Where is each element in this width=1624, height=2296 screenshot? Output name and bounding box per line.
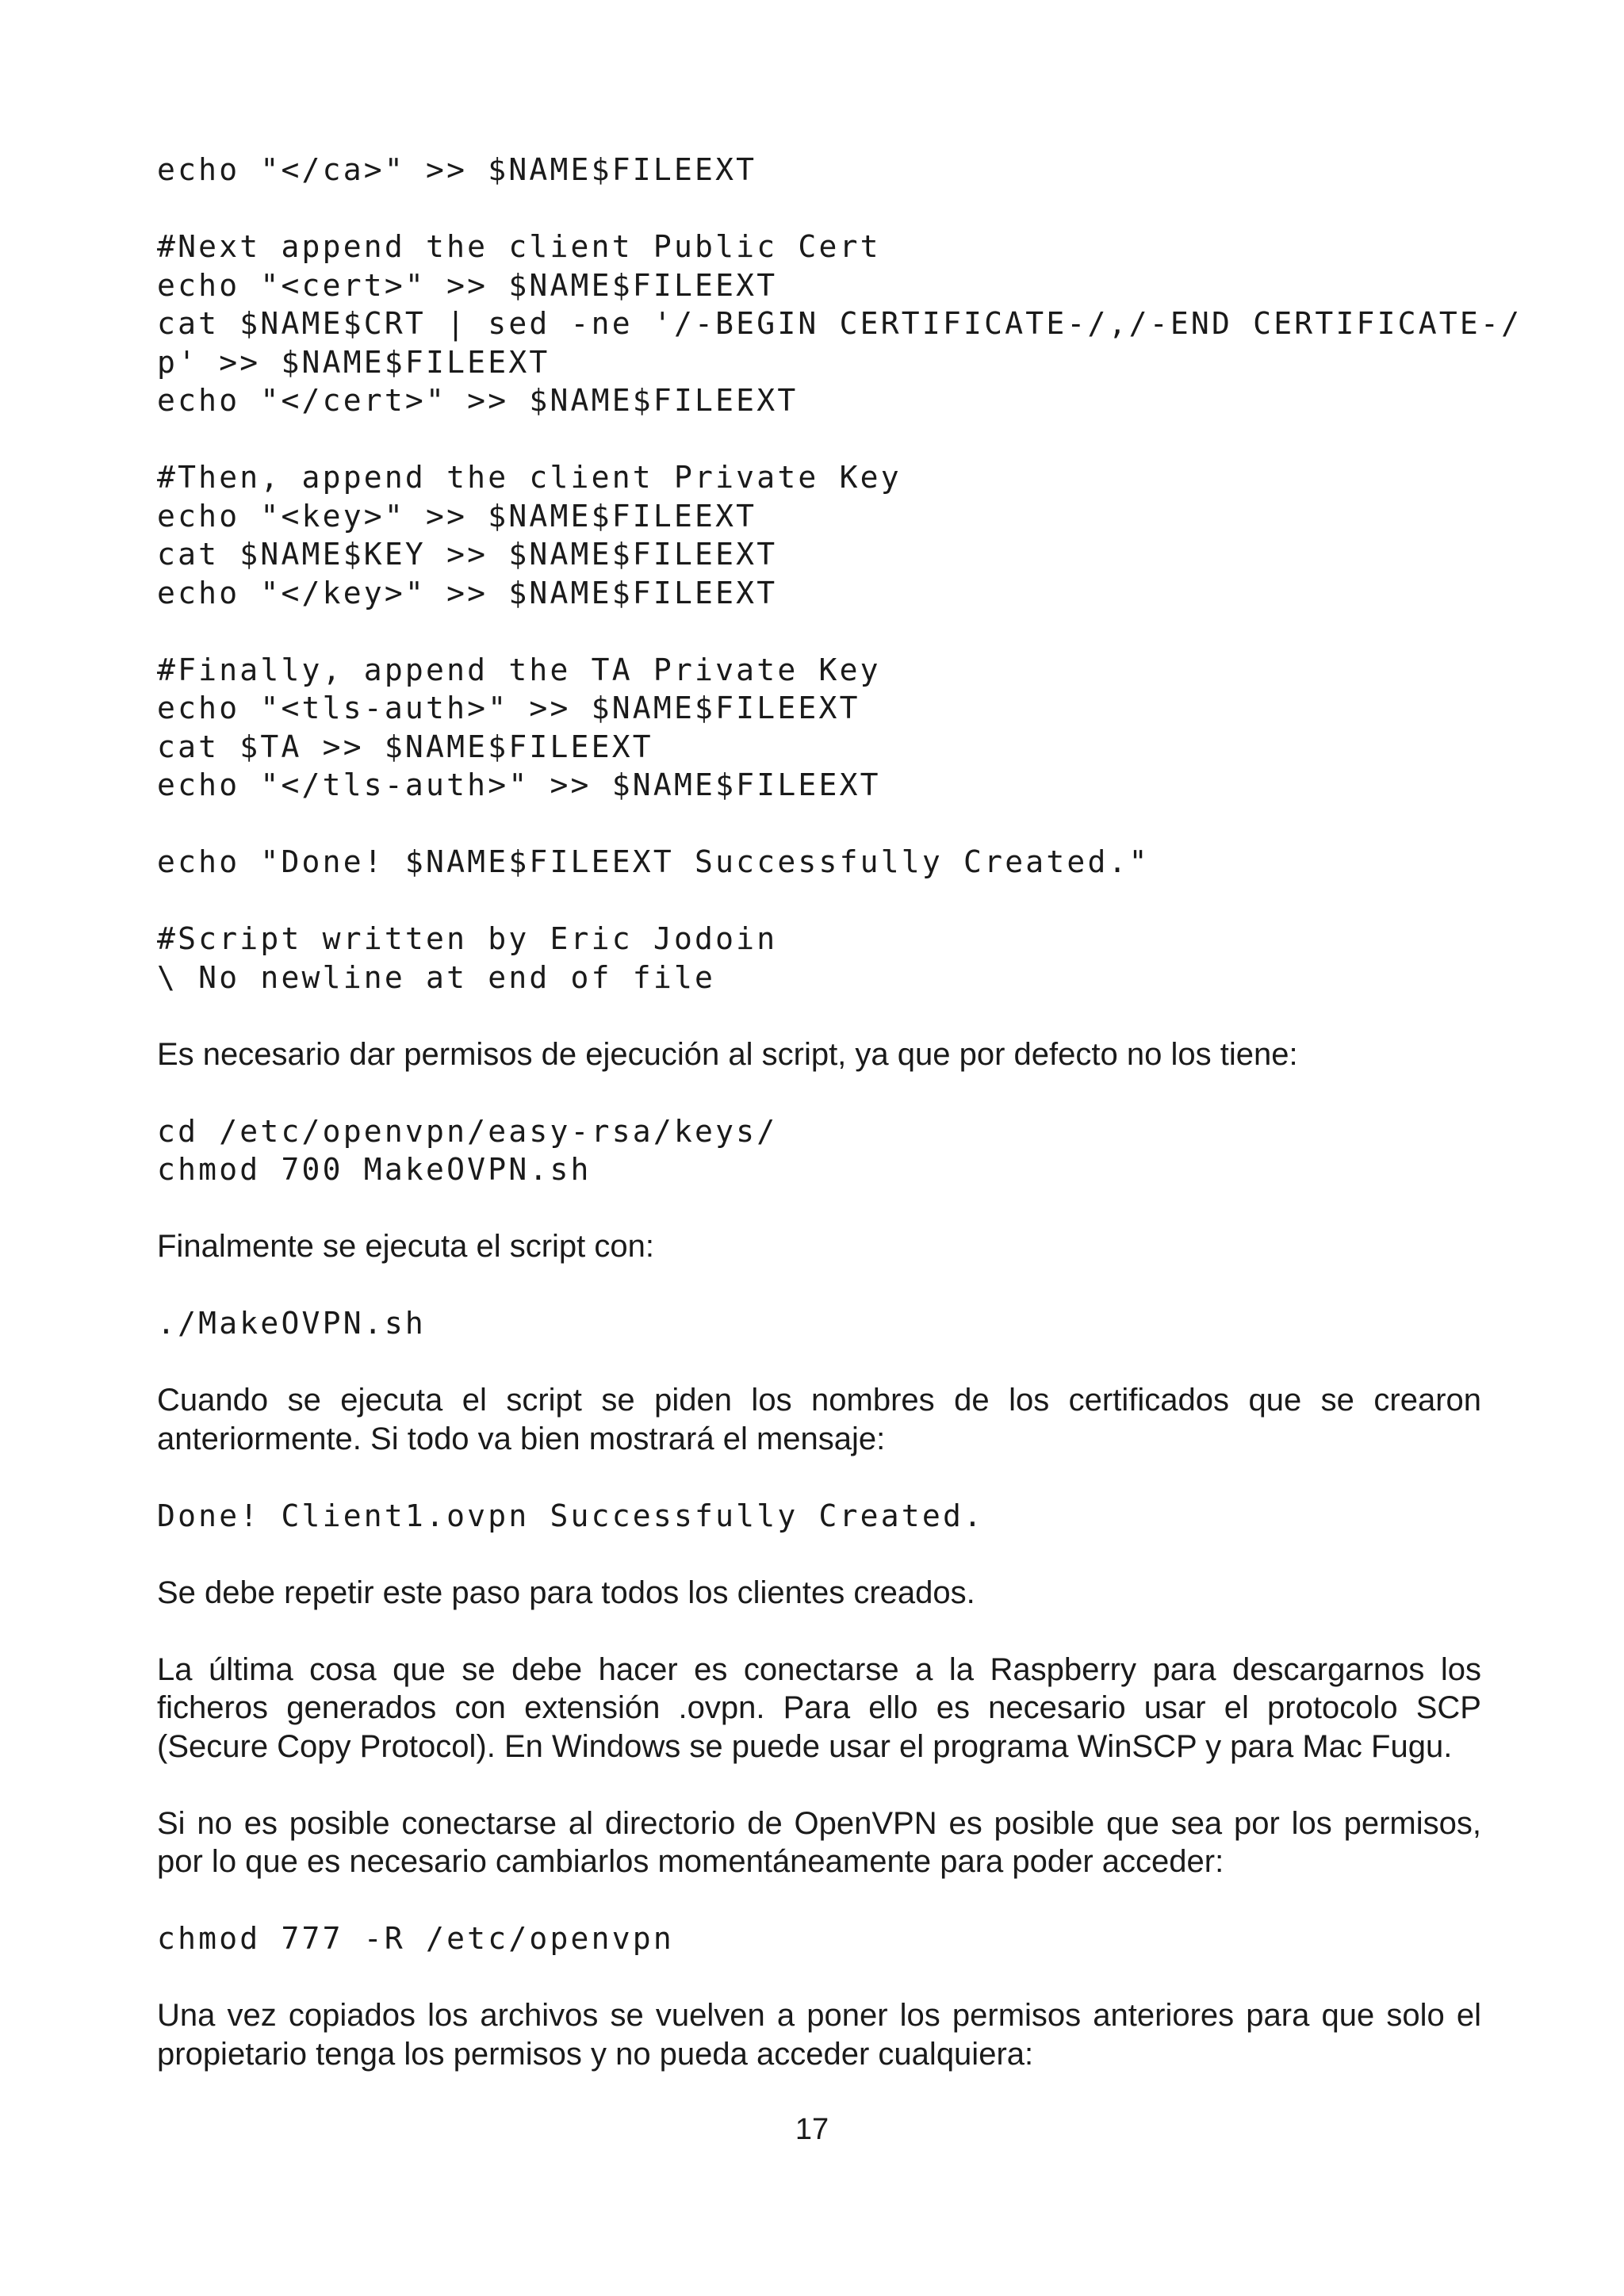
paragraph-restore-permissions: Una vez copiados los archivos se vuelven a poner los permisos anteriores para que solo el propietario tenga los permisos y no pueda acceder cualquiera: (157, 1998, 1481, 2072)
code-block-success-message: Done! Client1.ovpn Successfully Created. (157, 1498, 985, 1533)
paragraph-download-files: La última cosa que se debe hacer es conectarse a la Raspberry para descargarnos los ficheros generados con extensión .ovpn. Para ello es necesario usar el protocolo SCP (Secure Copy Protocol). En Windows se puede usar el programa WinSCP y para Mac Fugu. (157, 1651, 1481, 1764)
spacer (157, 1073, 1481, 1112)
spacer (157, 1266, 1481, 1305)
spacer (157, 1343, 1481, 1382)
paragraph-repeat-step: Se debe repetir este paso para todos los clientes creados. (157, 1575, 975, 1610)
code-block-script-tail: echo "</ca>" >> $NAME$FILEEXT #Next append the client Public Cert echo "<cert>" >> $NAME$FILEEXT cat $NAME$CRT | sed -ne '/-BEGIN CERTIFICATE-/,/-END CERTIFICATE-/ p' >> $NAME$FILEEXT echo "</cert>" >> $NAME$FILEEXT #Then, append the client Private Key echo "<key>" >> $NAME$FILEEXT cat $NAME$KEY >> $NAME$FILEEXT echo "</key>" >> $NAME$FILEEXT #Finally, append the TA Private Key echo "<tls-auth>" >> $NAME$FILEEXT cat $TA >> $NAME$FILEEXT echo "</tls-auth>" >> $NAME$FILEEXT echo "Done! $NAME$FILEEXT Successfully Created." #Script written by Eric Jodoin \ No newline at end of file (157, 152, 1522, 995)
code-block-chmod-openvpn: chmod 777 -R /etc/openvpn (157, 1921, 674, 1956)
page-number: 17 (795, 2113, 829, 2146)
spacer (157, 1458, 1481, 1497)
paragraph-execution-permissions: Es necesario dar permisos de ejecución al script, ya que por defecto no los tiene: (157, 1036, 1298, 1072)
paragraph-directory-permissions: Si no es posible conectarse al directorio de OpenVPN es posible que sea por los permisos, por lo que es necesario cambiarlos momentáneamente para poder acceder: (157, 1805, 1481, 1879)
spacer (157, 1766, 1481, 1804)
spacer (157, 1189, 1481, 1228)
spacer (157, 1881, 1481, 1920)
spacer (157, 1612, 1481, 1651)
spacer (157, 1535, 1481, 1574)
document-page (157, 151, 1522, 2073)
spacer (157, 997, 1481, 1035)
paragraph-run-script: Finalmente se ejecuta el script con: (157, 1229, 654, 1264)
paragraph-script-output: Cuando se ejecuta el script se piden los nombres de los certificados que se crearon anteriormente. Si todo va bien mostrará el mensaje: (157, 1383, 1481, 1456)
code-block-chmod-script: cd /etc/openvpn/easy-rsa/keys/ chmod 700 MakeOVPN.sh (157, 1113, 778, 1187)
spacer (157, 1958, 1481, 1997)
code-block-run-script: ./MakeOVPN.sh (157, 1306, 427, 1341)
